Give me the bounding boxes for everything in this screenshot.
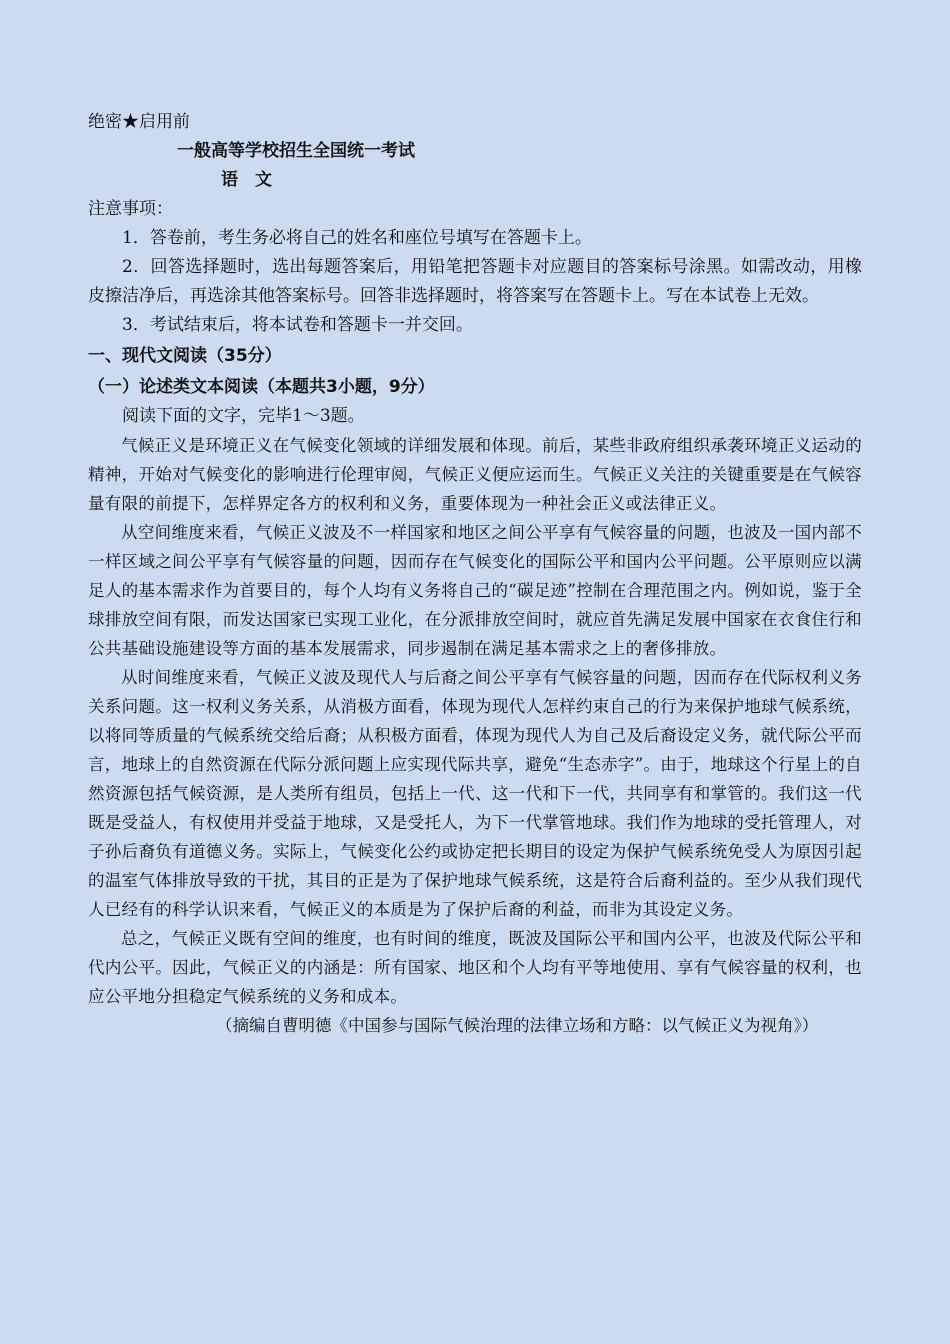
section-one-title: 一、现代文阅读（35分） bbox=[88, 346, 282, 366]
article-paragraph-1: 气候正义是环境正义在气候变化领域的详细发展和体现。前后，某些非政府组织承袭环境正义运动的精神，开始对气候变化的影响进行伦理审阅，气候正义便应运而生。气候正义关注的关键重要是在气候容量有限的前提下，怎样界定各方的权利和义务，重要体现为一种社会正义或法律正义。 bbox=[88, 436, 862, 513]
notice-title: 注意事项： bbox=[88, 199, 173, 219]
reading-instruction: 阅读下面的文字，完毕1～3题。 bbox=[122, 406, 365, 426]
exam-page bbox=[88, 108, 862, 1040]
article-source: （摘编自曹明德《中国参与国际气候治理的法律立场和方略：以气候正义为视角》） bbox=[216, 1016, 819, 1035]
article-paragraph-2: 从空间维度来看，气候正义波及不一样国家和地区之间公平享有气候容量的问题，也波及一国内部不一样区域之间公平享有气候容量的问题，因而存在气候变化的国际公平和国内公平问题。公平原则应以满足人的基本需求作为首要目的，每个人均有义务将自己的“碳足迹”控制在合理范围之内。例如说，鉴于全球排放空间有限，而发达国家已实现工业化，在分派排放空间时，就应首先满足发展中国家在衣食住行和公共基础设施建设等方面的基本发展需求，同步遏制在满足基本需求之上的奢侈排放。 bbox=[88, 523, 862, 658]
subsection-title: （一）论述类文本阅读（本题共3小题，9分） bbox=[88, 377, 435, 397]
notice-item-2: 2．回答选择题时，选出每题答案后，用铅笔把答题卡对应题目的答案标号涂黑。如需改动，用橡皮擦洁净后，再选涂其他答案标号。回答非选择题时，将答案写在答题卡上。写在本试卷上无效。 bbox=[88, 257, 862, 306]
notice-item-1: 1．答卷前，考生务必将自己的姓名和座位号填写在答题卡上。 bbox=[122, 228, 592, 248]
article-paragraph-4: 总之，气候正义既有空间的维度，也有时间的维度，既波及国际公平和国内公平，也波及代际公平和代内公平。因此，气候正义的内涵是：所有国家、地区和个人均有平等地使用、享有气候容量的权利，也应公平地分担稳定气候系统的义务和成本。 bbox=[88, 929, 862, 1006]
exam-title: 一般高等学校招生全国统一考试 bbox=[177, 141, 415, 161]
subject-title: 语 文 bbox=[221, 170, 272, 190]
notice-item-3: 3．考试结束后，将本试卷和答题卡一并交回。 bbox=[122, 315, 473, 335]
secret-mark: 绝密★启用前 bbox=[88, 112, 190, 132]
article-paragraph-3: 从时间维度来看，气候正义波及现代人与后裔之间公平享有气候容量的问题，因而存在代际权利义务关系问题。这一权利义务关系，从消极方面看，体现为现代人怎样约束自己的行为来保护地球气候系统，以将同等质量的气候系统交给后裔；从积极方面看，体现为现代人为自己及后裔设定义务，就代际公平而言，地球上的自然资源在代际分派问题上应实现代际共享，避免“生态赤字”。由于，地球这个行星上的自然资源包括气候资源，是人类所有组员，包括上一代、这一代和下一代，共同享有和掌管的。我们这一代既是受益人，有权使用并受益于地球，又是受托人，为下一代掌管地球。我们作为地球的受托管理人，对子孙后裔负有道德义务。实际上，气候变化公约或协定把长期目的设定为保护气候系统免受人为原因引起的温室气体排放导致的干扰，其目的正是为了保护地球气候系统，这是符合后裔利益的。至少从我们现代人已经有的科学认识来看，气候正义的本质是为了保护后裔的利益，而非为其设定义务。 bbox=[88, 668, 862, 919]
